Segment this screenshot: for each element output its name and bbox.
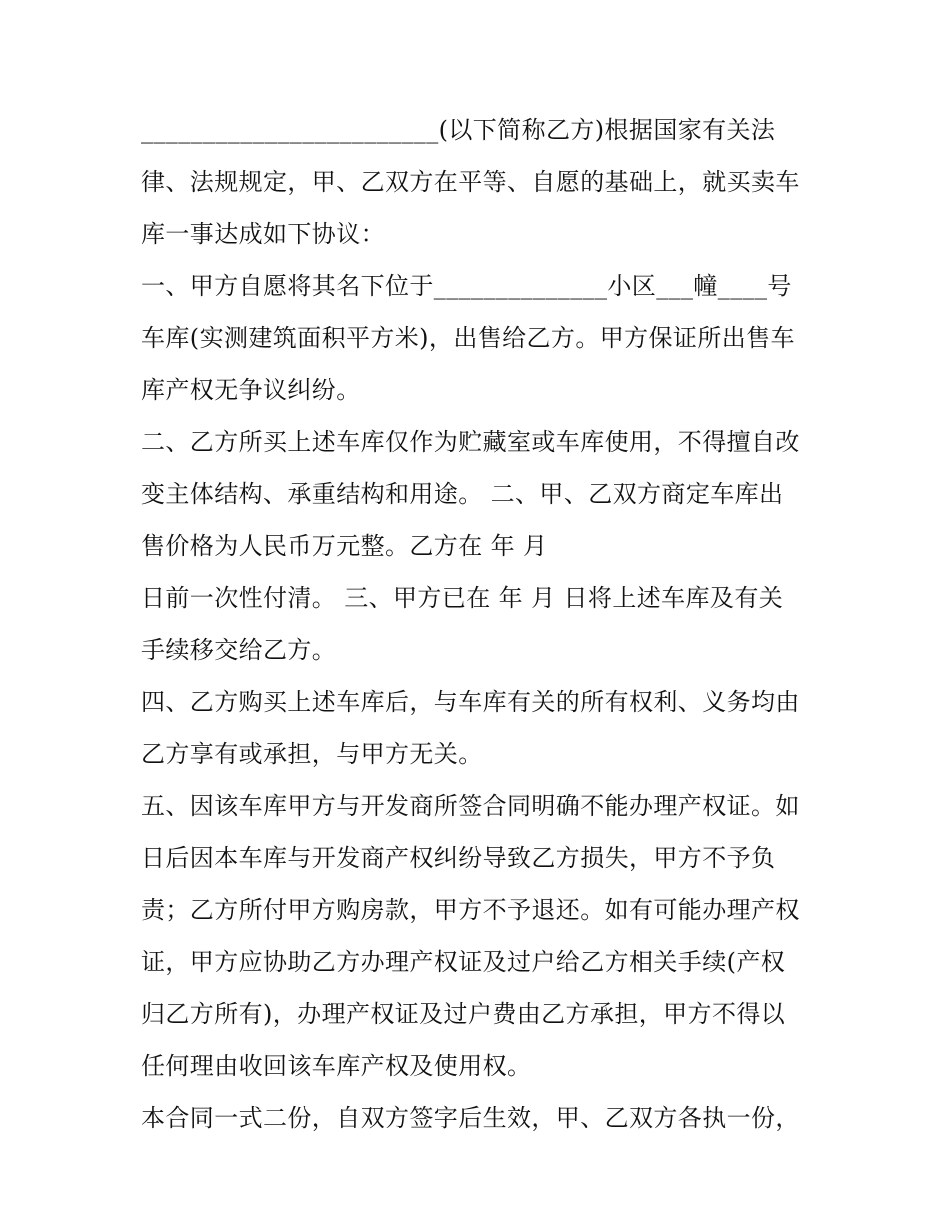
text-line-9: 售价格为人民币万元整。乙方在 年 月 (141, 532, 548, 560)
text-line-17: 证，甲方应协助乙方办理产权证及过户给乙方相关手续(产权 (141, 948, 786, 976)
text-line-14: 五、因该车库甲方与开发商所签合同明确不能办理产权证。如 (141, 792, 800, 820)
text-line-8: 变主体结构、承重结构和用途。 二、甲、乙双方商定车库出 (141, 480, 784, 508)
text-line-4: 一、甲方自愿将其名下位于______________小区___幢____号 (141, 272, 792, 300)
text-line-15: 日后因本车库与开发商产权纠纷导致乙方损失，甲方不予负 (141, 844, 776, 872)
text-line-19: 任何理由收回该车库产权及使用权。 (141, 1052, 532, 1080)
text-line-16: 责；乙方所付甲方购房款，甲方不予退还。如有可能办理产权 (141, 896, 800, 924)
text-line-20: 本合同一式二份，自双方签字后生效，甲、乙双方各执一份， (141, 1104, 800, 1132)
text-line-18: 归乙方所有)，办理产权证及过户费由乙方承担，甲方不得以 (141, 1000, 786, 1028)
text-line-10: 日前一次性付清。 三、甲方已在 年 月 日将上述车库及有关 (141, 584, 784, 612)
text-line-12: 四、乙方购买上述车库后，与车库有关的所有权利、义务均由 (141, 688, 800, 716)
text-line-11: 手续移交给乙方。 (141, 636, 337, 664)
text-line-2: 律、法规规定，甲、乙双方在平等、自愿的基础上，就买卖车 (141, 168, 800, 196)
text-line-1: ________________________(以下简称乙方)根据国家有关法 (141, 116, 776, 144)
text-line-7: 二、乙方所买上述车库仅作为贮藏室或车库使用，不得擅自改 (141, 428, 800, 456)
text-line-5: 车库(实测建筑面积平方米)，出售给乙方。甲方保证所出售车 (141, 324, 795, 352)
text-line-3: 库一事达成如下协议： (141, 220, 385, 248)
text-line-13: 乙方享有或承担，与甲方无关。 (141, 740, 483, 768)
text-line-6: 库产权无争议纠纷。 (141, 376, 361, 404)
